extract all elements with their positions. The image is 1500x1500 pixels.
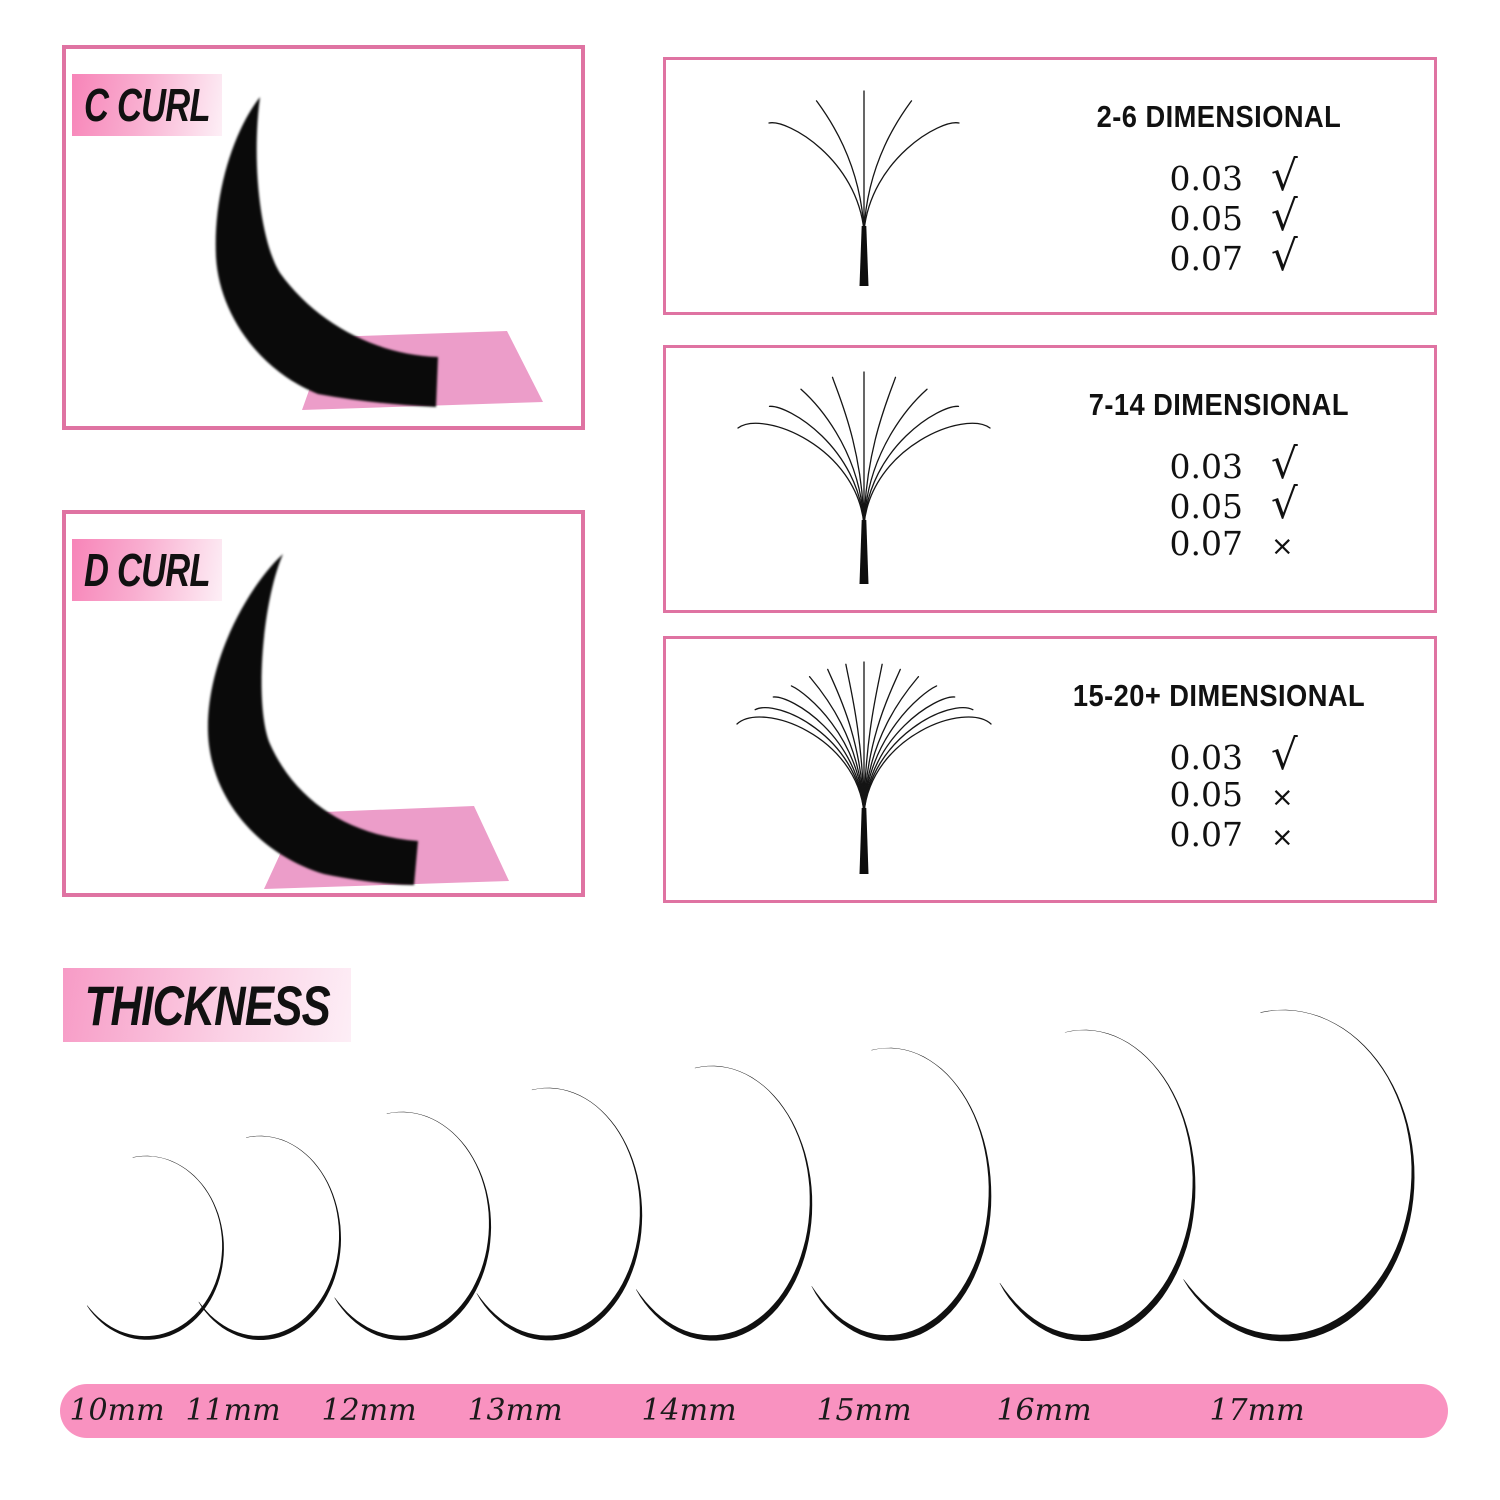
thickness-option-row <box>1139 231 1327 280</box>
dimensional-card-7-14 <box>663 345 1437 613</box>
thickness-value: 0.05 <box>1169 487 1243 526</box>
check-mark: √ <box>1271 231 1298 280</box>
d-curl-label <box>72 539 222 601</box>
dimensional-card-text <box>1016 60 1422 312</box>
length-lash-10mm <box>87 1156 224 1340</box>
dimensional-card-15-20 <box>663 636 1437 903</box>
thickness-option-row <box>1139 775 1327 815</box>
thickness-value: 0.03 <box>1169 447 1243 486</box>
length-label-13mm: 13mm <box>467 1393 563 1428</box>
fan-strand <box>864 423 990 525</box>
fan-stem <box>860 520 869 584</box>
d-curl-label-text: D CURL <box>84 544 210 596</box>
check-mark: √ <box>1271 479 1298 528</box>
thickness-option-row <box>1139 815 1327 855</box>
thickness-option-row <box>1139 730 1327 779</box>
thickness-value: 0.07 <box>1169 524 1243 563</box>
dimensional-card-text <box>1016 348 1422 610</box>
fan-strand <box>738 423 864 525</box>
lash-fan-15-strand <box>684 656 1044 878</box>
check-mark: √ <box>1271 730 1298 779</box>
length-label-15mm: 15mm <box>816 1393 912 1428</box>
thickness-value: 0.05 <box>1169 199 1243 238</box>
thickness-options <box>1125 439 1313 564</box>
fan-strand <box>864 669 900 813</box>
length-scale-bar <box>60 1384 1448 1438</box>
dimensional-card-title: 15-20+ DIMENSIONAL <box>1072 678 1366 713</box>
thickness-value: 0.05 <box>1169 775 1243 814</box>
length-lash-12mm <box>334 1112 491 1340</box>
fan-strand <box>769 123 864 231</box>
fan-strand <box>864 708 973 813</box>
c-curl-label <box>72 74 222 136</box>
thickness-value: 0.07 <box>1169 239 1243 278</box>
thickness-option-row <box>1139 479 1327 528</box>
thickness-value: 0.03 <box>1169 159 1243 198</box>
fan-stem <box>860 808 869 874</box>
c-curl-lash-stroke <box>216 97 438 407</box>
length-label-11mm: 11mm <box>185 1393 281 1428</box>
fan-stem <box>860 226 869 286</box>
lash-fan-9-strand <box>684 366 1044 588</box>
lash-fan-5-strand <box>684 85 1044 290</box>
fan-strand <box>864 389 927 525</box>
length-label-14mm: 14mm <box>641 1393 737 1428</box>
fan-strand <box>801 389 864 525</box>
length-lash-17mm <box>1183 1010 1414 1341</box>
d-curl-card <box>62 510 585 897</box>
cross-mark: × <box>1271 531 1294 562</box>
fan-strand <box>864 123 959 231</box>
length-comparison-lashes <box>0 950 1500 1410</box>
c-curl-card <box>62 45 585 430</box>
length-lash-13mm <box>477 1088 643 1341</box>
thickness-title-text: THICKNESS <box>84 973 330 1037</box>
dimensional-card-title: 7-14 DIMENSIONAL <box>1088 387 1350 422</box>
length-lash-16mm <box>1000 1030 1196 1341</box>
c-curl-label-text: C CURL <box>84 79 210 131</box>
fan-strand <box>864 406 959 525</box>
length-lash-14mm <box>636 1066 812 1341</box>
length-label-10mm: 10mm <box>69 1393 165 1428</box>
fan-strand <box>864 101 912 231</box>
fan-strand <box>864 686 937 813</box>
cross-mark: × <box>1271 822 1294 853</box>
cross-mark: × <box>1271 782 1294 813</box>
length-lash-11mm <box>199 1136 341 1340</box>
thickness-options <box>1125 151 1313 280</box>
check-mark: √ <box>1271 151 1298 200</box>
thickness-value: 0.07 <box>1169 815 1243 854</box>
dimensional-card-title: 2-6 DIMENSIONAL <box>1096 99 1342 134</box>
check-mark: √ <box>1271 439 1298 488</box>
fan-strand <box>828 669 864 813</box>
length-label-17mm: 17mm <box>1209 1393 1305 1428</box>
length-label-12mm: 12mm <box>321 1393 417 1428</box>
dimensional-card-2-6 <box>663 57 1437 315</box>
fan-strand <box>817 101 865 231</box>
fan-strand <box>755 708 864 813</box>
fan-strand <box>791 686 864 813</box>
dimensional-card-text <box>1016 639 1422 900</box>
thickness-options <box>1125 730 1313 855</box>
check-mark: √ <box>1271 191 1298 240</box>
thickness-value: 0.03 <box>1169 738 1243 777</box>
thickness-option-row <box>1139 151 1327 200</box>
thickness-option-row <box>1139 191 1327 240</box>
fan-strand <box>770 406 865 525</box>
length-label-16mm: 16mm <box>996 1393 1092 1428</box>
length-lash-15mm <box>812 1048 992 1341</box>
thickness-option-row <box>1139 524 1327 564</box>
thickness-option-row <box>1139 439 1327 488</box>
